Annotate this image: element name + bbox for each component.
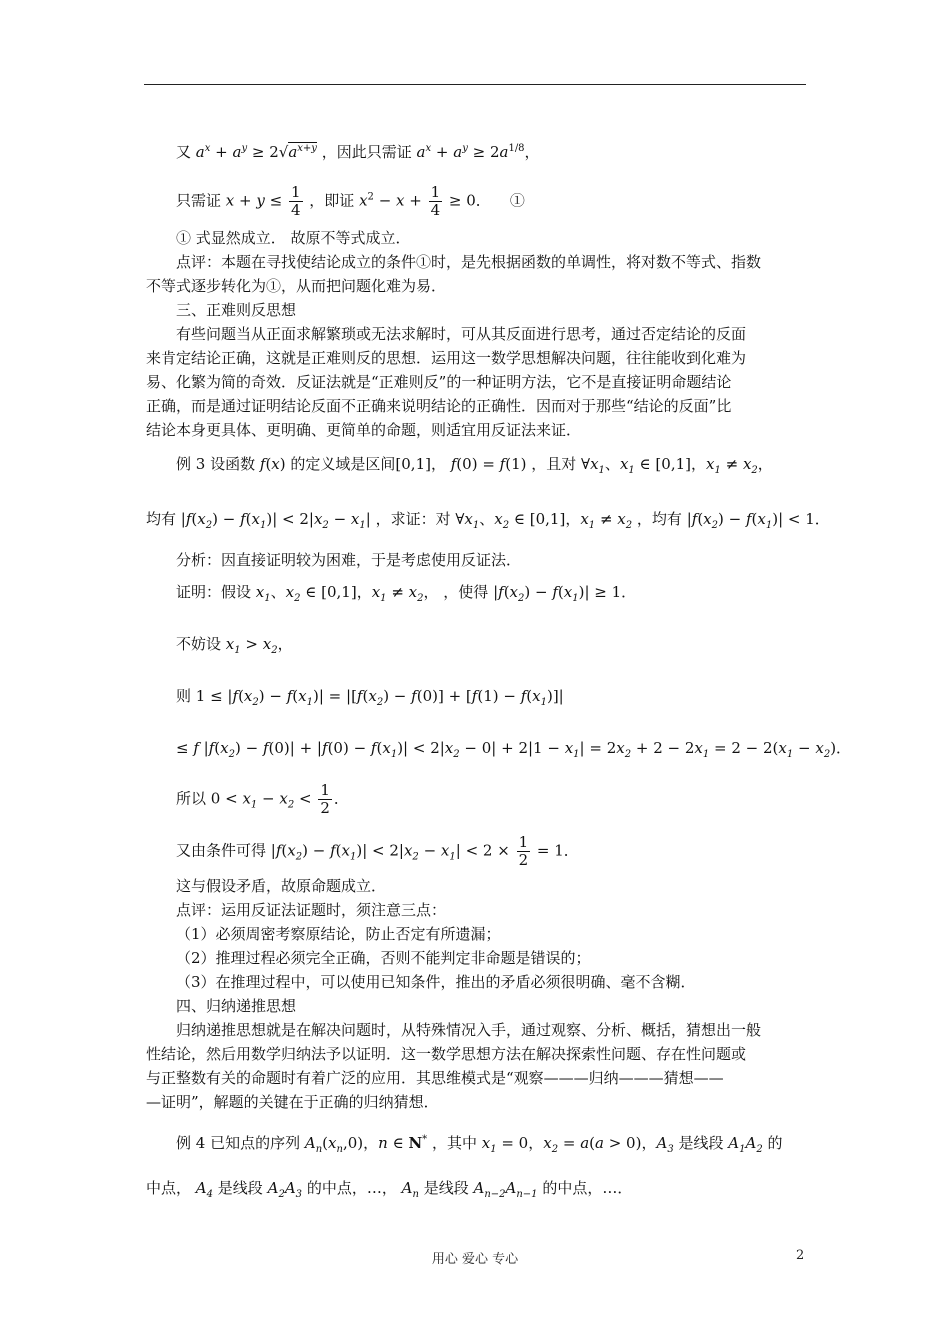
text-line: 分析：因直接证明较为困难，于是考虑使用反证法． [176, 551, 522, 569]
text-line: ① 式显然成立． 故原不等式成立． [176, 229, 411, 247]
header-rule [144, 84, 806, 85]
text: ，且对 [531, 455, 577, 473]
text: ，因此只需证 [321, 143, 412, 161]
text: 是线段 [423, 1179, 469, 1197]
text-line: 不等式逐步转化为①，从而把问题化难为易． [146, 277, 447, 295]
text: ，均有 [636, 510, 682, 528]
text-line: 这与假设矛盾，故原命题成立． [176, 877, 387, 895]
text: 的中点，…． [542, 1179, 633, 1197]
text-line: 不妨设 $x_1 > x_2$， [176, 635, 293, 656]
text-line: 又 $a^x + a^y \ge 2√a^{x+y}$ ，因此只需证 $a^x + a^y \ge 2a^{1/8}$， [176, 143, 540, 161]
text: 例 3 设函数 [176, 455, 256, 473]
text-line: 易、化繁为简的奇效．反证法就是“正难则反”的一种证明方法，它不是直接证明命题结论 [146, 373, 732, 391]
text-line: 归纳递推思想就是在解决问题时，从特殊情况入手，通过观察、分析、概括，猜想出一般 [176, 1021, 762, 1039]
text: 是线段 [678, 1134, 724, 1152]
page-number: 2 [796, 1248, 805, 1263]
section-heading: 四、归纳递推思想 [176, 997, 297, 1015]
text-line: 与正整数有关的命题时有着广泛的应用．其思维模式是“观察———归纳———猜想—— [146, 1069, 724, 1087]
text: 只需证 [176, 191, 222, 210]
list-item: （2）推理过程必须完全正确，否则不能判定非命题是错误的； [176, 949, 591, 967]
text: ，其中 [431, 1134, 477, 1152]
text: 的定义域是区间 [290, 455, 396, 473]
text: 又 [176, 143, 192, 161]
text-line: 结论本身更具体、更明确、更简单的命题，则适宜用反证法来证． [146, 421, 582, 439]
text-line: 正确，而是通过证明结论反面不正确来说明结论的正确性．因而对于那些“结论的反面”比 [146, 397, 732, 415]
text: 的 [767, 1134, 783, 1152]
text: 中点， [146, 1179, 192, 1197]
section-heading: 三、正难则反思想 [176, 301, 297, 319]
text-line: 只需证 x + y ≤ $\frac{1}{4}$ ，即证 $x^2 - x$ + $\frac{1}{4}$ ≥ 0． ① [176, 183, 525, 219]
text: 又由条件可得 [176, 841, 267, 860]
text-line: 点评：本题在寻找使结论成立的条件①时，是先根据函数的单调性，将对数不等式、指数 [176, 253, 762, 271]
text-line: 所以 $0 < x_1 - x_2$ < $\frac{1}{2}$ ． [176, 781, 349, 817]
text: 证明：假设 [176, 583, 252, 601]
text: ，即证 [309, 191, 355, 210]
text-line: 点评：运用反证法证题时，须注意三点： [176, 901, 447, 919]
list-item: （3）在推理过程中，可以使用已知条件，推出的矛盾必须很明确、毫不含糊． [176, 973, 696, 991]
text-line: ≤ f $|f(x_2) - f(0)| + |f(0) - f(x_1)| < 2|x_2 - 0| + 2|1 - x_1| = 2x_2 + 2 - 2x_1 = 2 - 2(x_1 - x_2)$． [176, 739, 852, 760]
text-line: 则 $1 \le |f(x_2) - f(x_1)| = |[f(x_2) - f(0)] + [f(1) - f(x_1)]|$ [176, 687, 564, 708]
text: 例 4 已知点的序列 [176, 1134, 301, 1152]
page-footer: 用心 爱心 专心 [431, 1252, 519, 1267]
text: ，使得 [443, 583, 489, 601]
text-line: 例 4 已知点的序列 $A_n(x_n,0)$，n ∈ N* ，其中 $x_1 = 0$，$x_2 = a(a > 0)$，$A_3$ 是线段 $A_1A_2$ 的 [176, 1134, 783, 1155]
text-line: 性结论，然后用数学归纳法予以证明．这一数学思想方法在解决探索性问题、存在性问题或 [146, 1045, 747, 1063]
list-item: （1）必须周密考察原结论，防止否定有所遗漏； [176, 925, 501, 943]
text-line: 均有 $|f(x_2) - f(x_1)| < 2|x_2 - x_1|$ ，求证：对 $\forall x_1$、$x_2$ ∈ [0,1]，$x_1 \ne x_2$ ，均有 $|f(x_2) - f(x_1)| < 1$． [146, 510, 830, 531]
text-line: 证明：假设 $x_1$、$x_2$ ∈ [0,1]，$x_1 \ne x_2$， ，使得 $|f(x_2) - f(x_1)| \ge 1$． [176, 583, 637, 604]
text-line: 例 3 设函数 f(x) 的定义域是区间[0,1]， f(0) = f(1) ，且对 $\forall x_1$、$x_1$ ∈ [0,1]，$x_1 \ne x_2$， [176, 455, 773, 476]
text-line: 有些问题当从正面求解繁琐或无法求解时，可从其反面进行思考，通过否定结论的反面 [176, 325, 747, 343]
text-line: 中点， $A_4$ 是线段 $A_2A_3$ 的中点，…， $A_n$ 是线段 $A_{n-2}A_{n-1}$ 的中点，…． [146, 1179, 633, 1200]
text: ① [509, 191, 525, 210]
text-line: 来肯定结论正确，这就是正难则反的思想．运用这一数学思想解决问题，往往能收到化难为 [146, 349, 747, 367]
text-line: —证明”，解题的关键在于正确的归纳猜想． [146, 1093, 439, 1111]
text: 则 [176, 687, 192, 705]
text: ，求证：对 [375, 510, 451, 528]
text: 均有 [146, 510, 177, 528]
text-line: 又由条件可得 $|f(x_2) - f(x_1)| < 2|x_2 - x_1| < 2$ × $\frac{1}{2}$ = 1． [176, 833, 579, 869]
text: 所以 [176, 789, 207, 808]
text: 不妨设 [176, 635, 222, 653]
text: 是线段 [217, 1179, 263, 1197]
text: 的中点，…， [306, 1179, 397, 1197]
